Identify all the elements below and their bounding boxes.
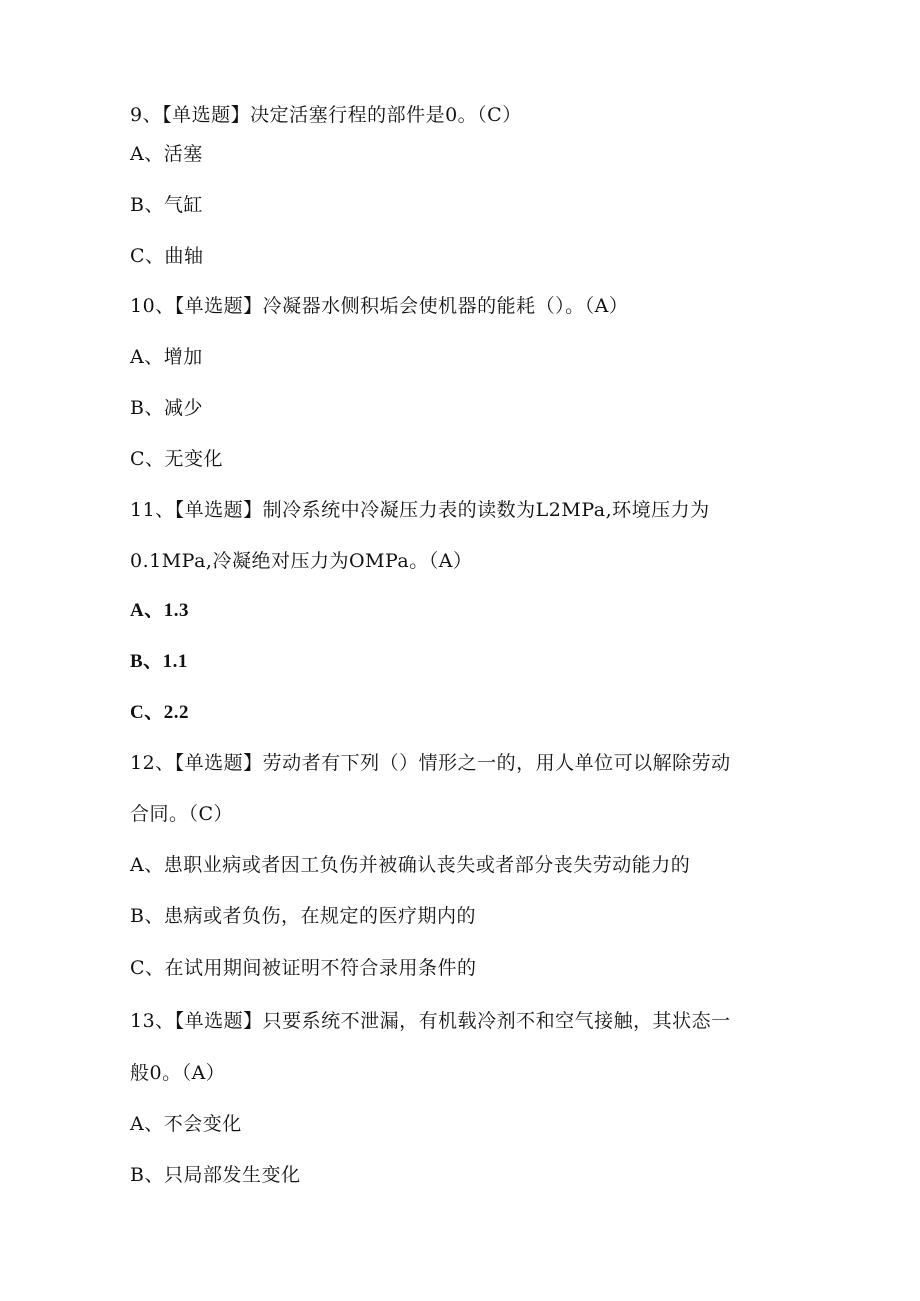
question-12-option-b: B、患病或者负伤，在规定的医疗期内的 [130, 905, 476, 927]
question-9-text: 9、【单选题】决定活塞行程的部件是0。（C） [130, 104, 522, 126]
question-9-option-c: C、曲轴 [130, 245, 204, 267]
question-11-option-b: B、1.1 [130, 651, 188, 672]
question-12-option-a: A、患职业病或者因工负伤并被确认丧失或者部分丧失劳动能力的 [130, 854, 691, 876]
question-13-option-b: B、只局部发生变化 [130, 1164, 301, 1186]
question-11-option-a: A、1.3 [130, 600, 189, 621]
question-10-option-c: C、无变化 [130, 448, 224, 470]
question-13-text-line-2: 般0。（A） [130, 1062, 226, 1084]
question-11-text-line-1: 11、【单选题】制冷系统中冷凝压力表的读数为L2MPa,环境压力为 [130, 499, 710, 521]
question-9-option-b: B、气缸 [130, 194, 203, 216]
question-9-option-a: A、活塞 [130, 143, 203, 165]
question-11-option-c: C、2.2 [130, 702, 189, 723]
question-13-option-a: A、不会变化 [130, 1113, 242, 1135]
question-11-text-line-2: 0.1MPa,冷凝绝对压力为OMPa。（A） [130, 550, 473, 572]
question-12-text-line-1: 12、【单选题】劳动者有下列（）情形之一的，用人单位可以解除劳动 [130, 752, 731, 774]
question-12-text-line-2: 合同。（C） [130, 803, 234, 825]
question-10-text: 10、【单选题】冷凝器水侧积垢会使机器的能耗（）。（A） [130, 295, 629, 317]
question-12-option-c: C、在试用期间被证明不符合录用条件的 [130, 957, 477, 979]
question-13-text-line-1: 13、【单选题】只要系统不泄漏，有机载冷剂不和空气接触，其状态一 [130, 1010, 731, 1032]
question-10-option-a: A、增加 [130, 346, 203, 368]
question-10-option-b: B、减少 [130, 397, 203, 419]
